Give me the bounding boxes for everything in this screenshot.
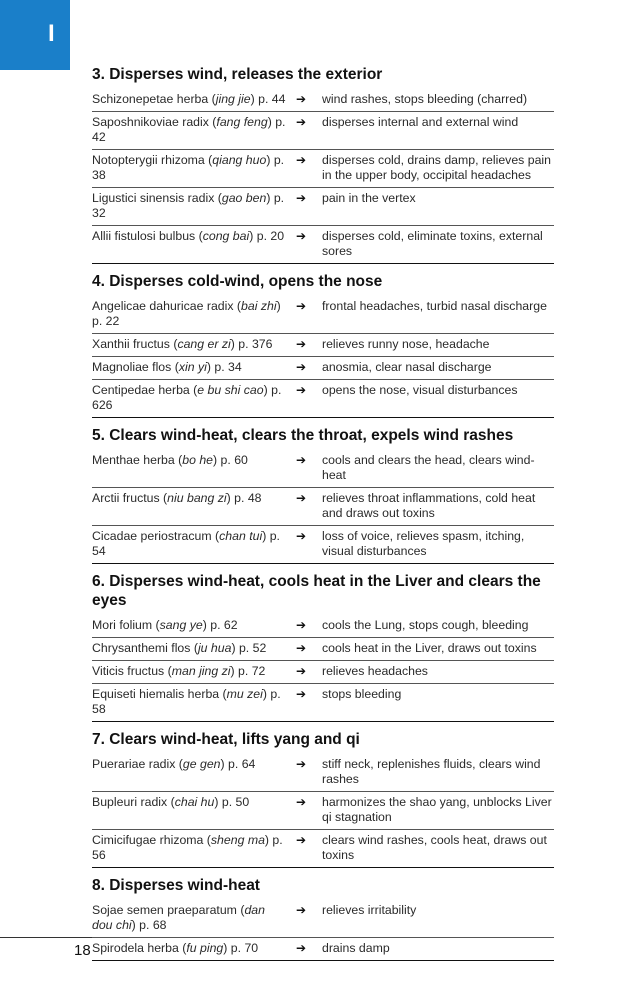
herb-name: [92, 491, 296, 521]
herb-name: [92, 664, 296, 679]
herb-latin: Cimicifugae rhizoma (: [92, 833, 211, 847]
herb-row: [92, 615, 554, 638]
herb-row: [92, 754, 554, 792]
herb-latin: Bupleuri radix (: [92, 795, 175, 809]
herb-page-ref: ) p. 44: [250, 92, 286, 106]
herb-pinyin: chan tui: [219, 529, 263, 543]
herb-latin: Schizonepetae herba (: [92, 92, 216, 106]
herb-latin: Spirodela herba (: [92, 941, 187, 955]
herb-effect: cools and clears the head, clears wind-heat: [322, 453, 535, 482]
arrow-right-icon: ➔: [296, 360, 307, 374]
herb-effect: disperses cold, drains damp, relieves pain in the upper body, occipital headaches: [322, 153, 551, 182]
chapter-tab-letter: I: [48, 20, 55, 47]
herb-row: [92, 684, 554, 722]
herb-page-ref: ) p. 60: [213, 453, 248, 467]
section-title: 7. Clears wind-heat, lifts yang and qi: [92, 731, 360, 748]
herb-latin: Centipedae herba (: [92, 383, 198, 397]
herb-name: [92, 92, 296, 107]
herb-page-ref: ) p. 62: [202, 618, 238, 632]
herb-row: [92, 334, 554, 357]
herb-page-ref: ) p. 64: [220, 757, 256, 771]
herb-row: [92, 112, 554, 150]
herb-pinyin: e bu shi cao: [197, 383, 264, 397]
arrow-right-icon: ➔: [296, 229, 307, 243]
arrow-right-icon: ➔: [296, 337, 307, 351]
herb-effect: anosmia, clear nasal discharge: [322, 360, 492, 374]
herb-effect: opens the nose, visual disturbances: [322, 383, 518, 397]
herb-row: [92, 188, 554, 226]
section-title: 5. Clears wind-heat, clears the throat, expels wind rashes: [92, 427, 514, 444]
herb-pinyin: sheng ma: [210, 833, 265, 847]
herb-pinyin: fu ping: [186, 941, 224, 955]
arrow-right-icon: ➔: [296, 383, 307, 397]
herb-row: [92, 296, 554, 334]
herb-latin: Menthae herba (: [92, 453, 183, 467]
herb-effect: relieves runny nose, headache: [322, 337, 490, 351]
herb-name: [92, 833, 296, 863]
chapter-tab: [0, 0, 70, 70]
herb-name: [92, 529, 296, 559]
herb-effect: pain in the vertex: [322, 191, 416, 205]
herb-pinyin: ju hua: [197, 641, 232, 655]
herb-row: [92, 226, 554, 264]
herb-page-ref: ) p. 22: [92, 299, 281, 328]
herb-name: [92, 941, 296, 956]
herb-latin: Notopterygii rhizoma (: [92, 153, 213, 167]
herb-pinyin: gao ben: [221, 191, 267, 205]
herb-row: [92, 830, 554, 868]
herb-pinyin: mu zei: [226, 687, 263, 701]
herb-page-ref: ) p. 34: [206, 360, 242, 374]
herb-page-ref: ) p. 376: [230, 337, 273, 351]
arrow-right-icon: ➔: [296, 529, 307, 543]
herb-pinyin: dan dou chi: [92, 903, 265, 932]
herb-pinyin: niu bang zi: [167, 491, 227, 505]
section-title: 3. Disperses wind, releases the exterior: [92, 66, 383, 83]
herb-effect: cools the Lung, stops cough, bleeding: [322, 618, 529, 632]
arrow-right-icon: ➔: [296, 833, 307, 847]
herb-latin: Ligustici sinensis radix (: [92, 191, 222, 205]
herb-latin: Chrysanthemi flos (: [92, 641, 198, 655]
herb-effect: wind rashes, stops bleeding (charred): [322, 92, 528, 106]
herb-effect: stiff neck, replenishes fluids, clears wind rashes: [322, 757, 541, 786]
herb-latin: Saposhnikoviae radix (: [92, 115, 217, 129]
herb-row: [92, 357, 554, 380]
arrow-right-icon: ➔: [296, 299, 307, 313]
herb-page-ref: ) p. 54: [92, 529, 280, 558]
herb-page-ref: ) p. 56: [92, 833, 283, 862]
section: [92, 426, 554, 564]
section: [92, 272, 554, 418]
herb-effect: stops bleeding: [322, 687, 402, 701]
herb-effect: drains damp: [322, 941, 390, 955]
herb-name: [92, 618, 296, 633]
herb-latin: Mori folium (: [92, 618, 160, 632]
herb-name: [92, 337, 296, 352]
herb-row: [92, 900, 554, 938]
arrow-right-icon: ➔: [296, 115, 307, 129]
herb-effect: relieves throat inflammations, cold heat and draws out toxins: [322, 491, 536, 520]
herb-page-ref: ) p. 50: [214, 795, 250, 809]
herb-pinyin: xin yi: [178, 360, 207, 374]
herb-name: [92, 115, 296, 145]
herb-latin: Cicadae periostracum (: [92, 529, 220, 543]
herb-page-ref: ) p. 20: [249, 229, 285, 243]
herb-row: [92, 638, 554, 661]
herb-row: [92, 380, 554, 418]
herb-page-ref: ) p. 68: [131, 918, 167, 932]
herb-pinyin: sang ye: [159, 618, 203, 632]
herb-name: [92, 687, 296, 717]
herb-latin: Allii fistulosi bulbus (: [92, 229, 203, 243]
footer-divider: [0, 937, 92, 938]
page-content: [92, 65, 554, 969]
herb-name: [92, 757, 296, 787]
herb-effect: relieves irritability: [322, 903, 417, 917]
arrow-right-icon: ➔: [296, 92, 307, 106]
herb-row: [92, 661, 554, 684]
herb-row: [92, 488, 554, 526]
herb-row: [92, 792, 554, 830]
herb-effect: disperses internal and external wind: [322, 115, 519, 129]
herb-page-ref: ) p. 52: [231, 641, 267, 655]
section: [92, 572, 554, 722]
herb-name: [92, 360, 296, 375]
arrow-right-icon: ➔: [296, 153, 307, 167]
herb-row: [92, 938, 554, 961]
section: [92, 730, 554, 868]
herb-pinyin: jing jie: [215, 92, 251, 106]
herb-page-ref: ) p. 42: [92, 115, 286, 144]
section-title: 6. Disperses wind-heat, cools heat in the Liver and clears the eyes: [92, 573, 541, 609]
herb-name: [92, 299, 296, 329]
herb-page-ref: ) p. 38: [92, 153, 285, 182]
herb-effect: disperses cold, eliminate toxins, external sores: [322, 229, 543, 258]
section-title: 8. Disperses wind-heat: [92, 877, 260, 894]
herb-name: [92, 795, 296, 825]
arrow-right-icon: ➔: [296, 941, 307, 955]
herb-pinyin: ge gen: [182, 757, 221, 771]
herb-page-ref: ) p. 48: [226, 491, 262, 505]
section: [92, 876, 554, 961]
herb-pinyin: bai zhi: [241, 299, 277, 313]
herb-pinyin: cang er zi: [177, 337, 231, 351]
herb-page-ref: ) p. 626: [92, 383, 282, 412]
arrow-right-icon: ➔: [296, 618, 307, 632]
herb-pinyin: qiang huo: [212, 153, 267, 167]
herb-latin: Sojae semen praeparatum (: [92, 903, 245, 917]
herb-pinyin: man jing zi: [171, 664, 231, 678]
arrow-right-icon: ➔: [296, 453, 307, 467]
herb-effect: loss of voice, relieves spasm, itching, visual disturbances: [322, 529, 525, 558]
herb-row: [92, 450, 554, 488]
arrow-right-icon: ➔: [296, 687, 307, 701]
herb-pinyin: chai hu: [174, 795, 215, 809]
arrow-right-icon: ➔: [296, 191, 307, 205]
herb-effect: frontal headaches, turbid nasal discharge: [322, 299, 547, 313]
herb-latin: Xanthii fructus (: [92, 337, 178, 351]
arrow-right-icon: ➔: [296, 757, 307, 771]
herb-latin: Arctii fructus (: [92, 491, 168, 505]
section: [92, 65, 554, 264]
herb-effect: harmonizes the shao yang, unblocks Liver qi stagnation: [322, 795, 552, 824]
herb-latin: Puerariae radix (: [92, 757, 183, 771]
herb-latin: Viticis fructus (: [92, 664, 172, 678]
herb-pinyin: bo he: [182, 453, 214, 467]
herb-effect: cools heat in the Liver, draws out toxins: [322, 641, 537, 655]
page-number: 18: [74, 942, 91, 959]
herb-page-ref: ) p. 70: [223, 941, 259, 955]
herb-row: [92, 526, 554, 564]
arrow-right-icon: ➔: [296, 664, 307, 678]
herb-name: [92, 229, 296, 259]
arrow-right-icon: ➔: [296, 903, 307, 917]
arrow-right-icon: ➔: [296, 641, 307, 655]
arrow-right-icon: ➔: [296, 491, 307, 505]
herb-effect: clears wind rashes, cools heat, draws out toxins: [322, 833, 547, 862]
herb-pinyin: fang feng: [216, 115, 268, 129]
herb-name: [92, 903, 296, 933]
herb-row: [92, 89, 554, 112]
herb-page-ref: ) p. 58: [92, 687, 281, 716]
herb-effect: relieves headaches: [322, 664, 428, 678]
herb-name: [92, 383, 296, 413]
herb-latin: Magnoliae flos (: [92, 360, 179, 374]
section-title: 4. Disperses cold-wind, opens the nose: [92, 273, 383, 290]
herb-page-ref: ) p. 72: [230, 664, 266, 678]
herb-row: [92, 150, 554, 188]
herb-name: [92, 153, 296, 183]
herb-name: [92, 453, 296, 483]
herb-name: [92, 191, 296, 221]
arrow-right-icon: ➔: [296, 795, 307, 809]
herb-name: [92, 641, 296, 656]
herb-latin: Equiseti hiemalis herba (: [92, 687, 227, 701]
herb-latin: Angelicae dahuricae radix (: [92, 299, 242, 313]
herb-pinyin: cong bai: [202, 229, 250, 243]
herb-page-ref: ) p. 32: [92, 191, 285, 220]
